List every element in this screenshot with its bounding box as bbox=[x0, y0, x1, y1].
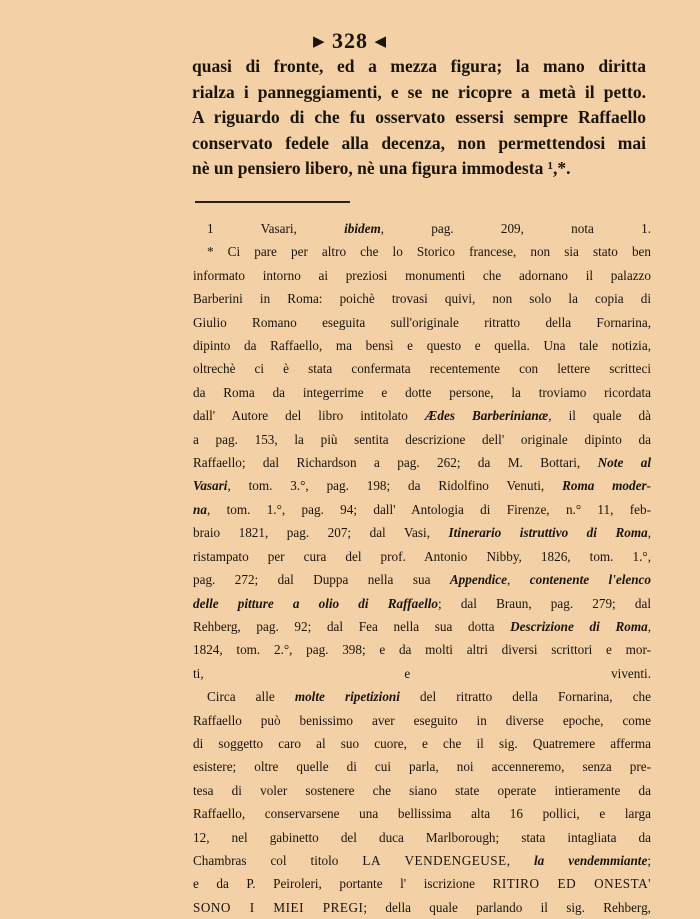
footnote-line: esistere; oltre quelle di cui parla, noi accenneremo, senza pre- bbox=[193, 759, 651, 775]
footnote-line: ristampato per cura del prof. Antonio Nibby, 1826, tom. 1.°, bbox=[193, 548, 651, 564]
page-number-value: 328 bbox=[332, 28, 368, 53]
footnotes bbox=[193, 217, 651, 919]
footnote-line: Giulio Romano eseguita sull'originale ritratto della Fornarina, bbox=[193, 314, 651, 330]
main-text bbox=[192, 54, 646, 182]
footnote-line: Raffaello; dal Richardson a pag. 262; da M. Bottari, Note al bbox=[193, 455, 651, 471]
main-text-line: quasi di fronte, ed a mezza figura; la mano diritta bbox=[192, 56, 646, 76]
footnote-line: di soggetto caro al suo cuore, e che il sig. Quatremere afferma bbox=[193, 735, 651, 751]
footnote-line: Circa alle molte ripetizioni del ritratto della Fornarina, che bbox=[207, 689, 651, 705]
footnote-line: Vasari, tom. 3.°, pag. 198; da Ridolfino Venuti, Roma moder- bbox=[193, 478, 651, 494]
footnote-line: Chambras col titolo LA VENDENGEUSE, la vendemmiante; bbox=[193, 852, 651, 868]
footnote-line: dall' Autore del libro intitolato Ædes Barberinianæ, il quale dà bbox=[193, 408, 651, 424]
page-number bbox=[0, 28, 700, 54]
footnote-line: na, tom. 1.°, pag. 94; dall' Antologia di Firenze, n.° 11, feb- bbox=[193, 501, 651, 517]
footnote-1: 1 Vasari, ibidem, pag. 209, nota 1. bbox=[207, 221, 652, 236]
footnote-line: oltrechè ci è stata confermata recentemente con lettere scritteci bbox=[193, 361, 651, 377]
footnote-line: SONO I MIEI PREGI; della quale parlando il sig. Rehberg, bbox=[193, 899, 651, 915]
footnote-line: informato intorno ai preziosi monumenti che adornano il palazzo bbox=[193, 267, 651, 283]
footnote-line: delle pitture a olio di Raffaello; dal Braun, pag. 279; dal bbox=[193, 595, 651, 611]
footnote-line: 1824, tom. 2.°, pag. 398; e da molti altri diversi scrittori e mor- bbox=[193, 642, 651, 658]
footnote-line: da Roma da integerrime e dotte persone, la troviamo ricordata bbox=[193, 384, 651, 400]
ornament-right-icon: ◀ bbox=[374, 34, 388, 50]
main-text-line: rialza i panneggiamenti, e se ne ricopre a metà il petto. bbox=[192, 81, 646, 102]
footnote-line: ti, e viventi. bbox=[193, 665, 651, 681]
footnote-line: Raffaello, conservarsene una bellissima alta 16 pollici, e larga bbox=[193, 806, 651, 822]
footnote-line: 12, nel gabinetto del duca Marlborough; stata intagliata da bbox=[193, 829, 651, 845]
ornament-left-icon: ▶ bbox=[312, 34, 326, 50]
footnote-line: Raffaello può benissimo aver eseguito in diverse epoche, come bbox=[193, 712, 651, 728]
footnote-line: a pag. 153, la più sentita descrizione dell' originale dipinto da bbox=[193, 431, 651, 447]
main-text-line: nè un pensiero libero, nè una figura immodesta ¹,*. bbox=[192, 158, 571, 178]
footnote-line: pag. 272; dal Duppa nella sua Appendice, contenente l'elenco bbox=[193, 572, 652, 588]
footnote-line: dipinto da Raffaello, ma bensì e questo e quella. Una tale notizia, bbox=[193, 338, 651, 354]
footnote-line: Barberini in Roma: poichè trovasi quivi, non solo la copia di bbox=[193, 291, 651, 307]
footnote-line: Rehberg, pag. 92; dal Fea nella sua dotta Descrizione di Roma, bbox=[193, 618, 652, 634]
footnote-divider bbox=[195, 201, 350, 203]
footnote-line: tesa di voler sostenere che siano state operate intieramente da bbox=[193, 782, 651, 798]
footnote-line: e da P. Peiroleri, portante l' iscrizione RITIRO ED ONESTA' bbox=[193, 876, 651, 892]
main-text-line: conservato fedele alla decenza, non permettendosi mai bbox=[192, 132, 646, 153]
footnote-line: * Ci pare per altro che lo Storico francese, non sia stato ben bbox=[207, 244, 651, 260]
footnote-line: braio 1821, pag. 207; dal Vasi, Itinerario istruttivo di Roma, bbox=[193, 525, 651, 541]
main-text-line: A riguardo di che fu osservato essersi sempre Raffaello bbox=[192, 107, 646, 127]
